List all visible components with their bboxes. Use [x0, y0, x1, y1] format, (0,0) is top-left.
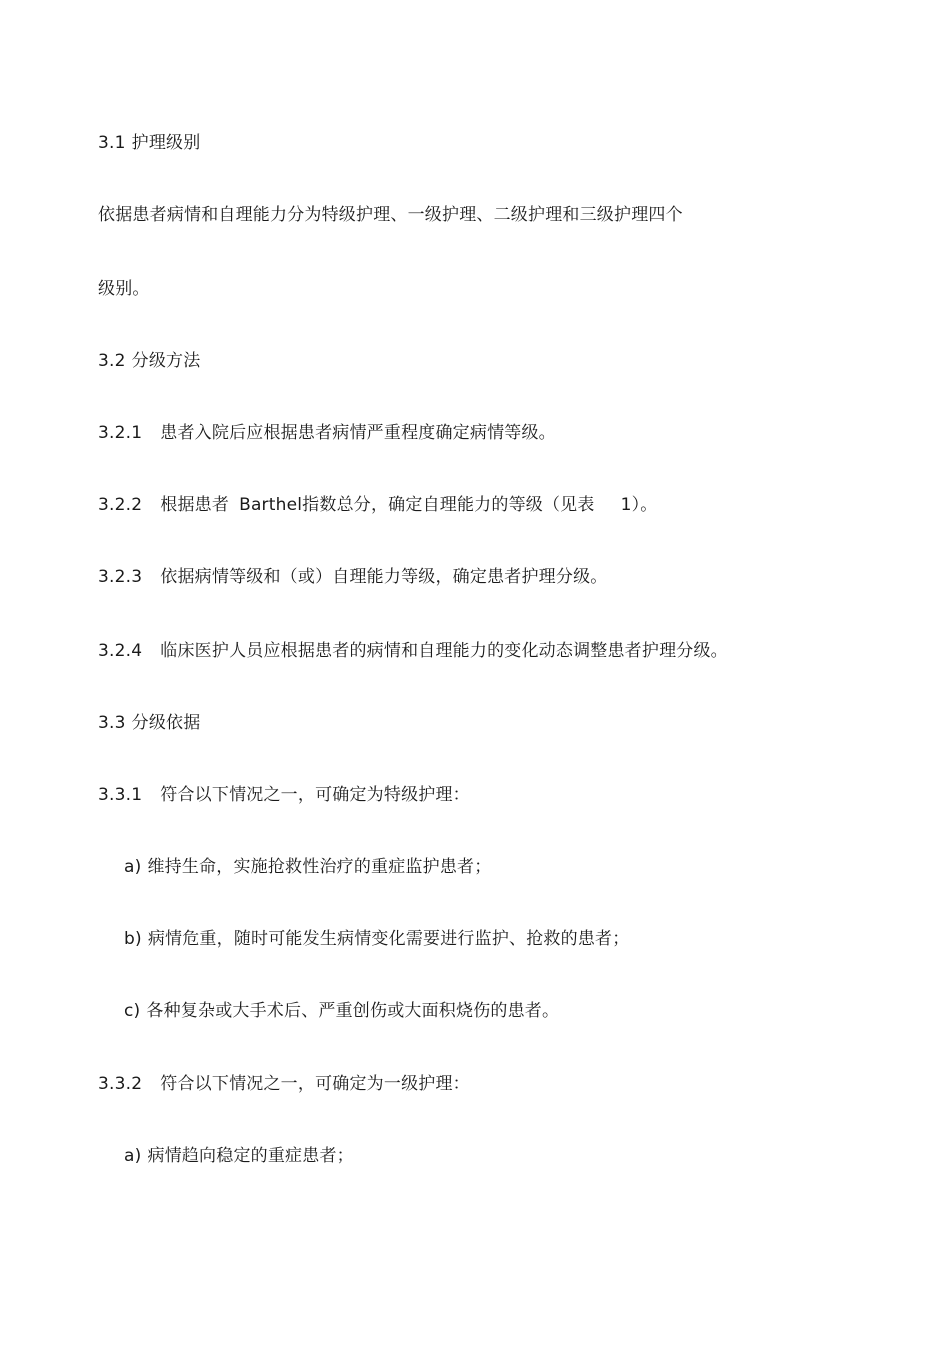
- list-item-text: 维持生命，实施抢救性治疗的重症监护患者；: [147, 857, 492, 877]
- clause-number: 3.2.3: [98, 567, 143, 587]
- paragraph-line: [98, 278, 150, 300]
- clause-text: 1）。: [620, 495, 658, 515]
- clause-text-term: Barthel: [239, 495, 303, 515]
- paragraph-text: 级别。: [98, 279, 150, 299]
- list-item-text: 各种复杂或大手术后、严重创伤或大面积烧伤的患者。: [146, 1001, 560, 1021]
- paragraph-text: 依据患者病情和自理能力分为特级护理、一级护理、二级护理和三级护理四个: [98, 205, 683, 225]
- clause-number: 3.2.1: [98, 423, 143, 443]
- list-item-text: 病情危重，随时可能发生病情变化需要进行监护、抢救的患者；: [147, 929, 630, 949]
- clause-3-3-2: [98, 1073, 470, 1095]
- list-marker: b): [124, 929, 142, 949]
- clause-number: 3.2.2: [98, 495, 143, 515]
- list-item: [124, 1145, 354, 1167]
- section-number: 3.2: [98, 351, 126, 371]
- clause-text: 符合以下情况之一，可确定为特级护理：: [160, 785, 470, 805]
- clause-number: 3.3.2: [98, 1074, 143, 1094]
- clause-3-3-1: [98, 784, 470, 806]
- section-title: 分级依据: [131, 713, 201, 733]
- clause-3-2-2: [98, 494, 658, 516]
- clause-text: 根据患者: [160, 495, 230, 515]
- list-marker: a): [124, 1146, 142, 1166]
- clause-text: 临床医护人员应根据患者的病情和自理能力的变化动态调整患者护理分级。: [160, 641, 728, 661]
- clause-text: 符合以下情况之一，可确定为一级护理：: [160, 1074, 470, 1094]
- clause-text: 依据病情等级和（或）自理能力等级，确定患者护理分级。: [160, 567, 608, 587]
- list-item: [124, 928, 629, 950]
- list-item-text: 病情趋向稳定的重症患者；: [147, 1146, 354, 1166]
- list-marker: c): [124, 1001, 141, 1021]
- clause-3-2-3: [98, 566, 607, 588]
- section-title: 分级方法: [131, 351, 201, 371]
- list-item: [124, 1000, 559, 1022]
- clause-3-2-4: [98, 640, 728, 662]
- section-heading-3-3: [98, 712, 200, 734]
- clause-3-2-1: [98, 422, 556, 444]
- list-item: [124, 856, 491, 878]
- clause-number: 3.3.1: [98, 785, 143, 805]
- section-heading-3-2: [98, 350, 200, 372]
- paragraph-line: [98, 204, 683, 226]
- clause-text: 患者入院后应根据患者病情严重程度确定病情等级。: [160, 423, 556, 443]
- section-title: 护理级别: [131, 133, 201, 153]
- clause-number: 3.2.4: [98, 641, 143, 661]
- section-number: 3.3: [98, 713, 126, 733]
- section-number: 3.1: [98, 133, 126, 153]
- clause-text: 指数总分，确定自理能力的等级（见表: [302, 495, 595, 515]
- section-heading-3-1: [98, 132, 200, 154]
- list-marker: a): [124, 857, 142, 877]
